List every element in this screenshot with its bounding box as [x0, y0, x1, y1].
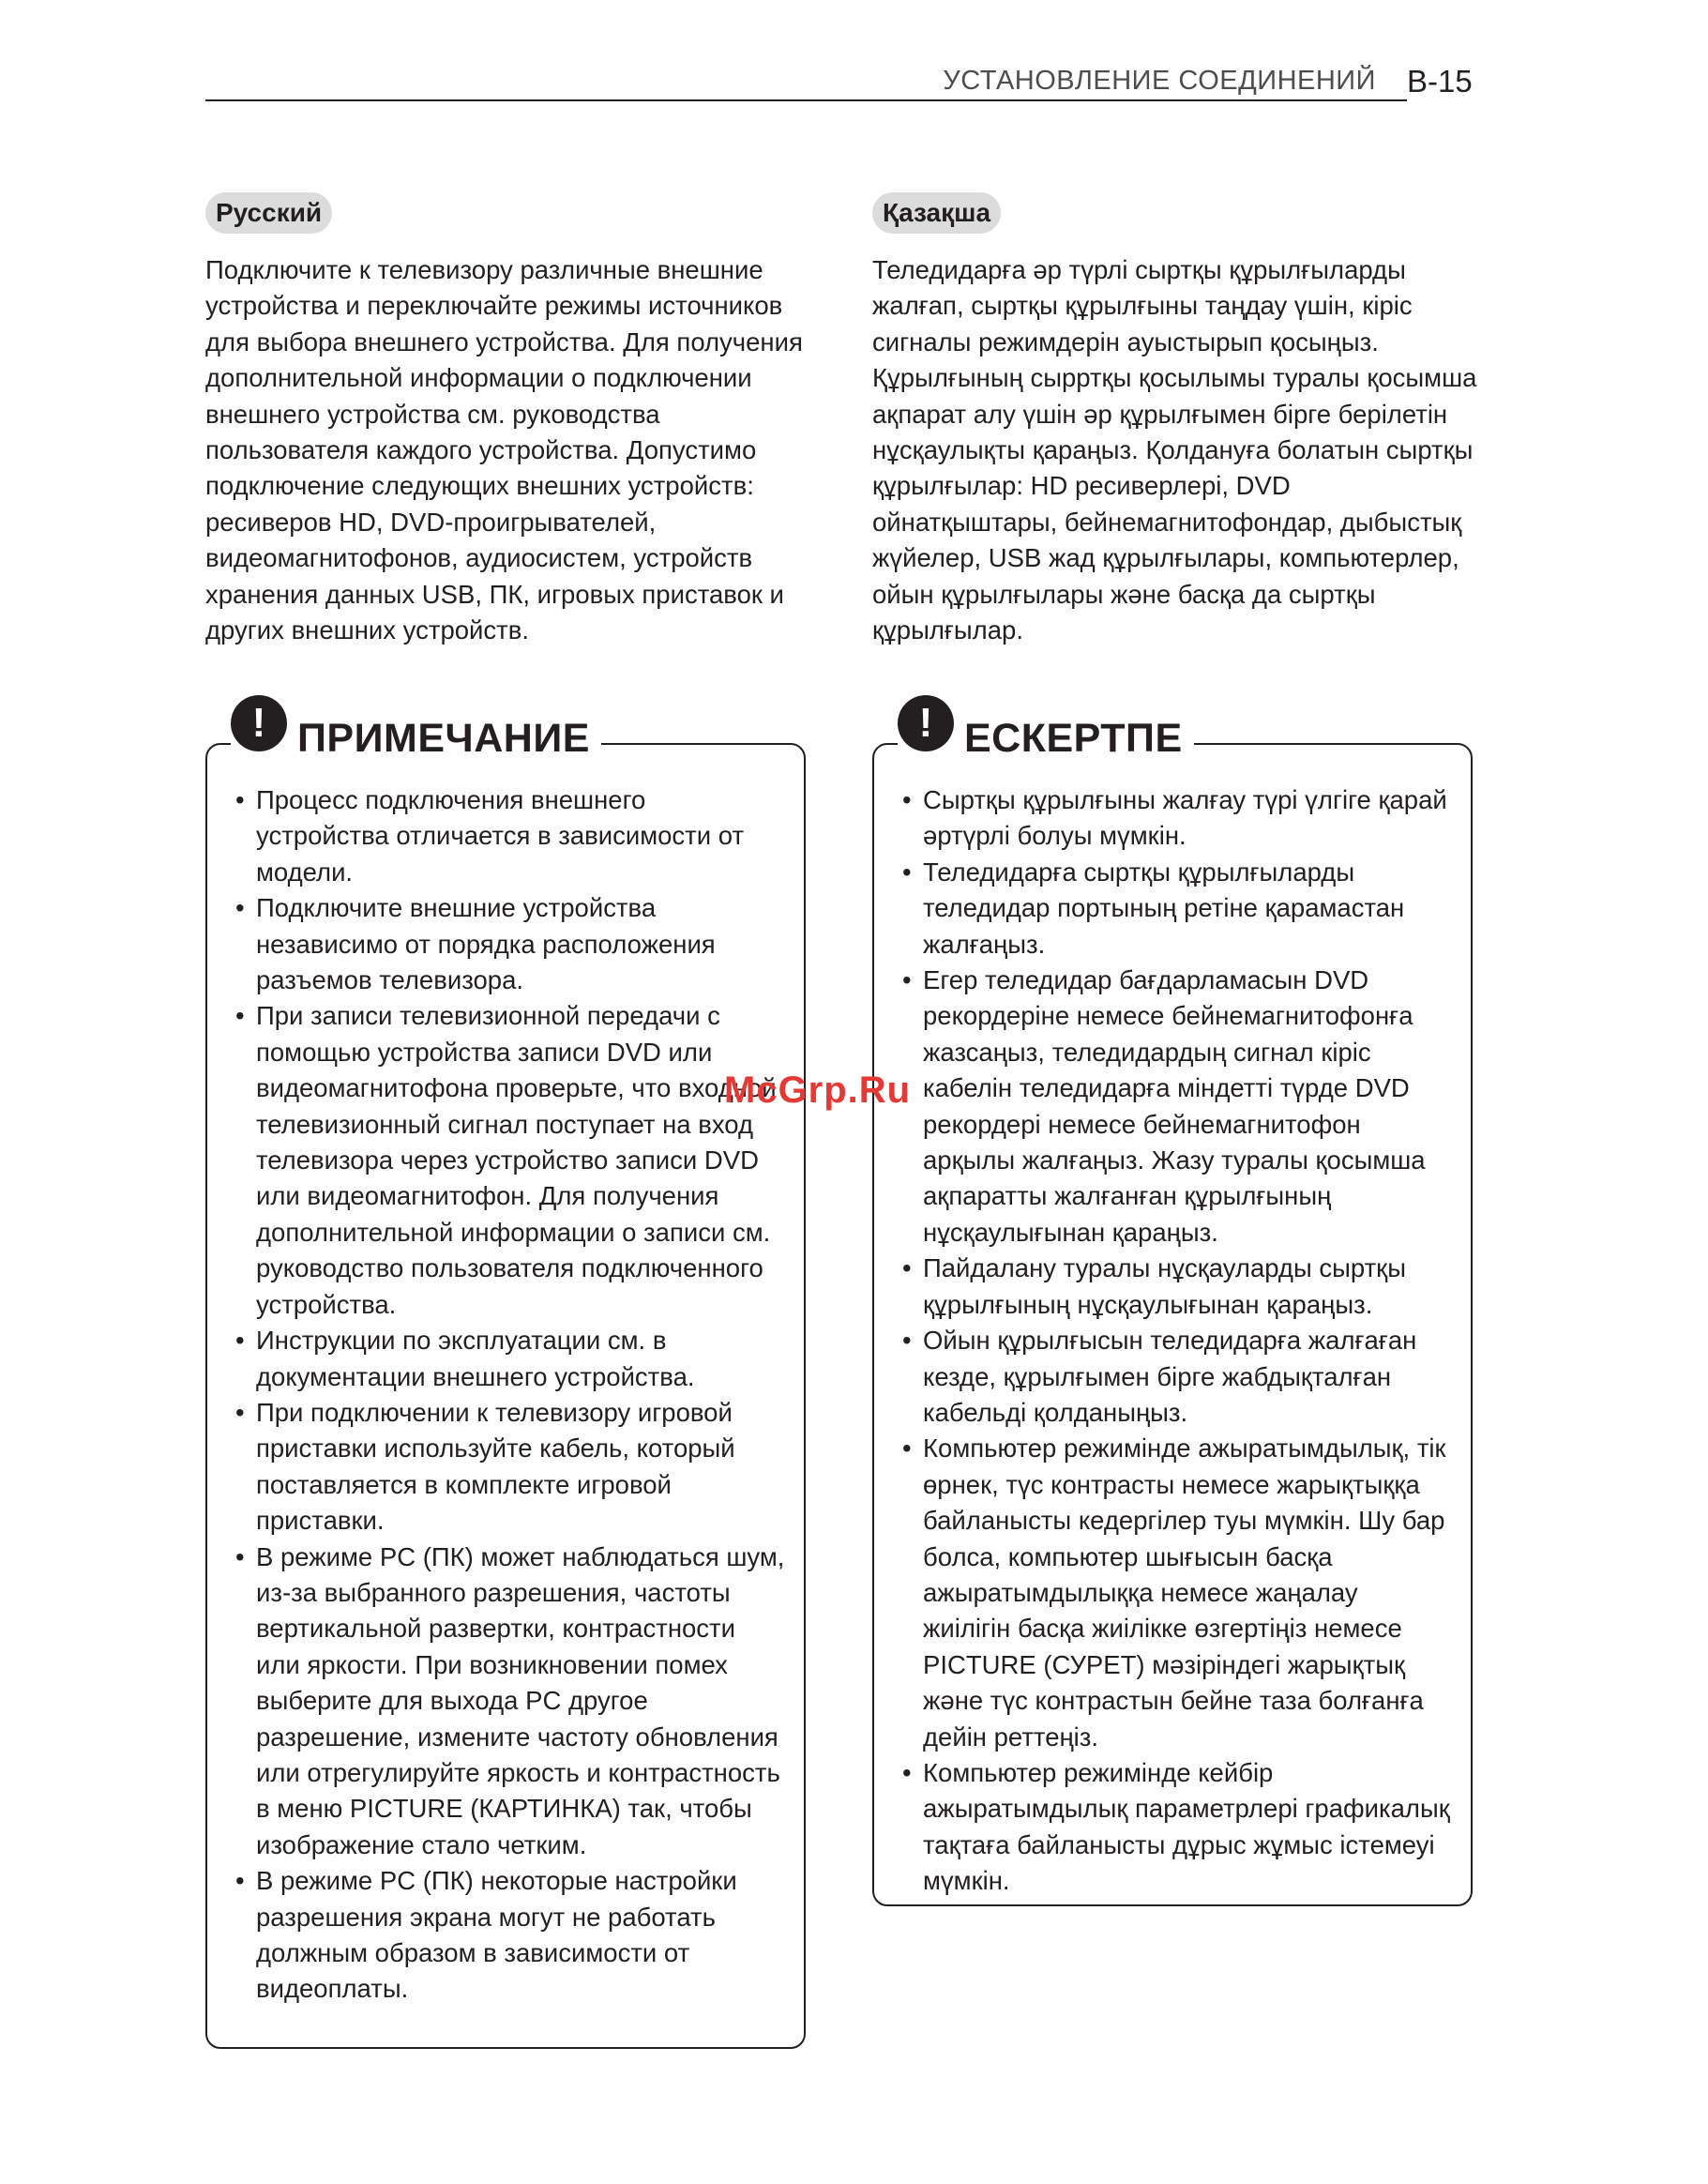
exclamation-icon: ! — [231, 695, 287, 751]
list-item: • При подключении к телевизору игровой приставки используйте кабель, который поставляется в комплекте игровой приставки. — [256, 1395, 785, 1539]
list-item: • При записи телевизионной передачи с помощью устройства записи DVD или видеомагнитофона проверьте, что входной телевизионный сигнал поступает на вход телевизора через устройство записи DVD или видеомагнитофон. Для получения дополнительной информации о записи см. руководство пользователя подключенного устройства. — [256, 998, 785, 1323]
section-title: УСТАНОВЛЕНИЕ СОЕДИНЕНИЙ — [943, 66, 1376, 96]
lang-tag-kazakh: Қазақша — [872, 192, 1001, 234]
header-rule — [205, 99, 1407, 101]
list-item: • Компьютер режимінде ажыратымдылық, тік өрнек, түс контрасты немесе жарықтыққа байланысты кедергілер туы мүмкін. Шу бар болса, компьютер шығысын басқа ажыратымдылыққа немесе жаңалау жиілігін басқа жиілікке өзгертіңіз немесе PICTURE (СУРЕТ) мәзіріндегі жарықтық және түс контрастын бейне таза болғанға дейін реттеңіз. — [923, 1431, 1452, 1755]
lang-tag-russian: Русский — [205, 192, 332, 234]
note-box-russian — [205, 700, 806, 2049]
list-item: • Пайдалану туралы нұсқауларды сыртқы құрылғының нұсқаулығынан қараңыз. — [923, 1251, 1452, 1323]
note-list-russian — [207, 745, 804, 2019]
intro-kazakh: Теледидарға әр түрлі сыртқы құрылғыларды жалғап, сыртқы құрылғыны таңдау үшін, кіріс сигналы режимдерін ауыстырып қосыңыз. Құрылғының сырртқы қосылымы туралы қосымша ақпарат алу үшін әр құрылғымен бірге берілетін нұсқаулықты қараңыз. Қолдануға болатын сыртқы құрылғылар: HD ресиверлері, DVD ойнатқыштары, бейнемагнитофондар, дыбыстық жүйелер, USB жад құрылғылары, компьютерлер, ойын құрылғылары және басқа да сыртқы құрылғылар. — [872, 255, 1477, 645]
list-item: • Ойын құрылғысын теледидарға жалғаған кезде, құрылғымен бірге жабдықталған кабельді қолданыңыз. — [923, 1323, 1452, 1431]
list-item: • Егер теледидар бағдарламасын DVD рекордеріне немесе бейнемагнитофонға жазсаңыз, теледидардың сигнал кіріс кабелін теледидарға міндетті түрде DVD рекордері немесе бейнемагнитофон арқылы жалғаңыз. Жазу туралы қосымша ақпаратты жалғанған құрылғының нұсқаулығынан қараңыз. — [923, 963, 1452, 1251]
note-header-russian — [231, 700, 601, 766]
list-item: • Инструкции по эксплуатации см. в документации внешнего устройства. — [256, 1323, 785, 1395]
note-list-kazakh — [874, 745, 1471, 1911]
note-title-kazakh: ЕСКЕРТПЕ — [964, 715, 1183, 761]
list-item: • Сыртқы құрылғыны жалғау түрі үлгіге қарай әртүрлі болуы мүмкін. — [923, 782, 1452, 855]
note-header-kazakh — [898, 700, 1194, 766]
list-item: • Теледидарға сыртқы құрылғыларды теледидар портының ретіне қарамастан жалғаңыз. — [923, 855, 1452, 963]
list-item: • В режиме PC (ПК) некоторые настройки разрешения экрана могут не работать должным образом в зависимости от видеоплаты. — [256, 1863, 785, 2008]
list-item: • В режиме PC (ПК) может наблюдаться шум, из-за выбранного разрешения, частоты вертикальной развертки, контрастности или яркости. При возникновении помех выберите для выхода PC другое разрешение, измените частоту обновления или отрегулируйте яркость и контрастность в меню PICTURE (КАРТИНКА) так, чтобы изображение стало четким. — [256, 1539, 785, 1864]
watermark: McGrp.Ru — [724, 1069, 912, 1111]
list-item: • Процесс подключения внешнего устройства отличается в зависимости от модели. — [256, 782, 785, 890]
list-item: • Подключите внешние устройства независимо от порядка расположения разъемов телевизора. — [256, 890, 785, 998]
intro-russian: Подключите к телевизору различные внешние устройства и переключайте режимы источников для выбора внешнего устройства. Для получения дополнительной информации о подключении внешнего устройства см. руководства пользователя каждого устройства. Допустимо подключение следующих внешних устройств: ресиверов HD, DVD-проигрывателей, видеомагнитофонов, аудиосистем, устройств хранения данных USB, ПК, игровых приставок и других внешних устройств. — [205, 255, 803, 645]
note-box-kazakh — [872, 700, 1473, 1906]
page-number: B-15 — [1407, 64, 1473, 99]
exclamation-icon: ! — [898, 695, 954, 751]
note-title-russian: ПРИМЕЧАНИЕ — [297, 715, 590, 761]
list-item: • Компьютер режимінде кейбір ажыратымдылық параметрлері графикалық тақтаға байланысты дұрыс жұмыс істемеуі мүмкін. — [923, 1755, 1452, 1900]
